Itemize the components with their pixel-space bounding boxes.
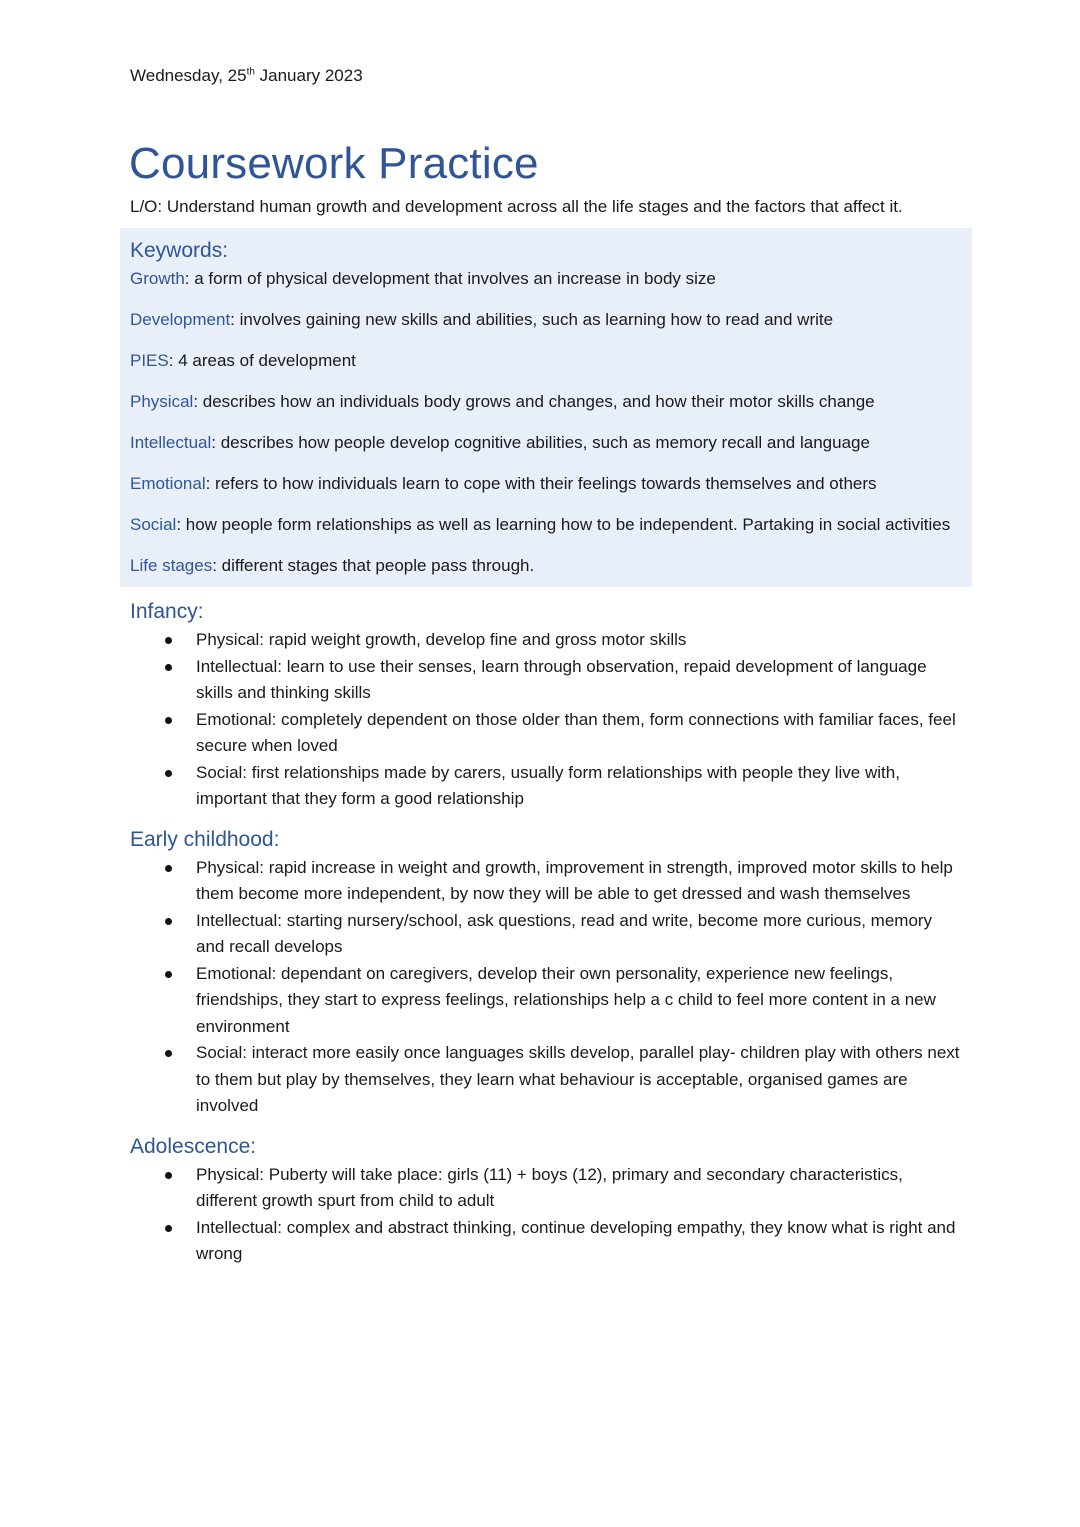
list-item <box>130 1215 960 1268</box>
list-item <box>130 908 960 961</box>
keyword-definition: : a form of physical development that involves an increase in body size <box>184 269 716 288</box>
list-item-text: Emotional: completely dependent on those older than them, form connections with familiar faces, feel secure when loved <box>196 709 956 755</box>
keywords-box <box>120 228 972 587</box>
early-childhood-list <box>130 855 960 1120</box>
keyword-definition: : refers to how individuals learn to cope with their feelings towards themselves and others <box>205 474 877 493</box>
date-prefix: Wednesday, 25 <box>130 66 247 85</box>
keyword-definition: : involves gaining new skills and abilities, such as learning how to read and write <box>230 310 834 329</box>
keyword-term: Life stages <box>130 556 213 575</box>
section-heading-early-childhood: Early childhood: <box>130 827 280 851</box>
keyword-term: Social <box>130 515 177 534</box>
date-suffix: January 2023 <box>254 66 363 85</box>
section-heading-adolescence: Adolescence: <box>130 1134 257 1158</box>
list-item-text: Physical: rapid increase in weight and growth, improvement in strength, improved motor skills to help them become more independent, by now they will be able to get dressed and wash themselves <box>196 857 953 903</box>
list-item-text: Intellectual: starting nursery/school, ask questions, read and write, become more curious, memory and recall develops <box>196 910 933 956</box>
list-item <box>130 760 960 813</box>
list-item <box>130 654 960 707</box>
keywords-heading: Keywords: <box>130 239 229 262</box>
bullet-icon <box>165 1172 172 1179</box>
list-item-text: Physical: rapid weight growth, develop fine and gross motor skills <box>196 630 687 649</box>
list-item-text: Social: interact more easily once languages skills develop, parallel play- children play with others next to them but play by themselves, they learn what behaviour is acceptable, organised games are involved <box>196 1043 960 1115</box>
keyword-item <box>130 471 962 497</box>
keyword-item <box>130 348 962 374</box>
list-item-text: Intellectual: learn to use their senses, learn through observation, repaid development of language skills and thinking skills <box>196 656 927 702</box>
adolescence-list <box>130 1162 960 1268</box>
keyword-item <box>130 307 962 333</box>
keyword-term: Physical <box>130 392 194 411</box>
section-heading-infancy: Infancy: <box>130 600 204 623</box>
keyword-item <box>130 266 962 292</box>
bullet-icon <box>165 918 172 925</box>
list-item-text: Social: first relationships made by carers, usually form relationships with people they live with, important that they form a good relationship <box>196 762 900 808</box>
document-page <box>130 62 960 1268</box>
date-suffix-ordinal: th <box>246 66 255 78</box>
learning-objective: L/O: Understand human growth and development across all the life stages and the factors that affect it. <box>130 197 903 216</box>
list-item-text: Emotional: dependant on caregivers, develop their own personality, experience new feelings, friendships, they start to express feelings, relationships help a c child to feel more content in a new environment <box>196 963 936 1036</box>
bullet-icon <box>165 1225 172 1232</box>
keyword-definition: : how people form relationships as well as learning how to be independent. Partaking in social activities <box>176 515 951 534</box>
list-item-text: Physical: Puberty will take place: girls (11) + boys (12), primary and secondary characteristics, different growth spurt from child to adult <box>196 1164 903 1210</box>
keyword-definition: : 4 areas of development <box>168 351 356 370</box>
list-item <box>130 627 960 654</box>
keyword-term: Growth <box>130 269 185 288</box>
page-title: Coursework Practice <box>129 139 539 188</box>
keyword-term: Emotional <box>130 474 206 493</box>
keyword-term: Development <box>130 310 231 329</box>
bullet-icon <box>165 637 172 644</box>
list-item-text: Intellectual: complex and abstract thinking, continue developing empathy, they know what is right and wrong <box>196 1217 956 1263</box>
bullet-icon <box>165 664 172 671</box>
keyword-item <box>130 553 962 579</box>
keyword-definition: : describes how an individuals body grows and changes, and how their motor skills change <box>193 392 875 411</box>
list-item <box>130 1162 960 1215</box>
list-item <box>130 855 960 908</box>
date-line <box>130 62 960 90</box>
bullet-icon <box>165 717 172 724</box>
keyword-term: Intellectual <box>130 433 212 452</box>
list-item <box>130 961 960 1041</box>
keyword-term: PIES <box>130 351 169 370</box>
infancy-list <box>130 627 960 813</box>
keyword-definition: : different stages that people pass through. <box>212 556 535 575</box>
bullet-icon <box>165 770 172 777</box>
keyword-item <box>130 430 962 456</box>
bullet-icon <box>165 1050 172 1057</box>
list-item <box>130 707 960 760</box>
keyword-item <box>130 389 962 415</box>
keyword-definition: : describes how people develop cognitive abilities, such as memory recall and language <box>211 433 870 452</box>
list-item <box>130 1040 960 1120</box>
keyword-item <box>130 512 962 538</box>
bullet-icon <box>165 865 172 872</box>
bullet-icon <box>165 971 172 978</box>
